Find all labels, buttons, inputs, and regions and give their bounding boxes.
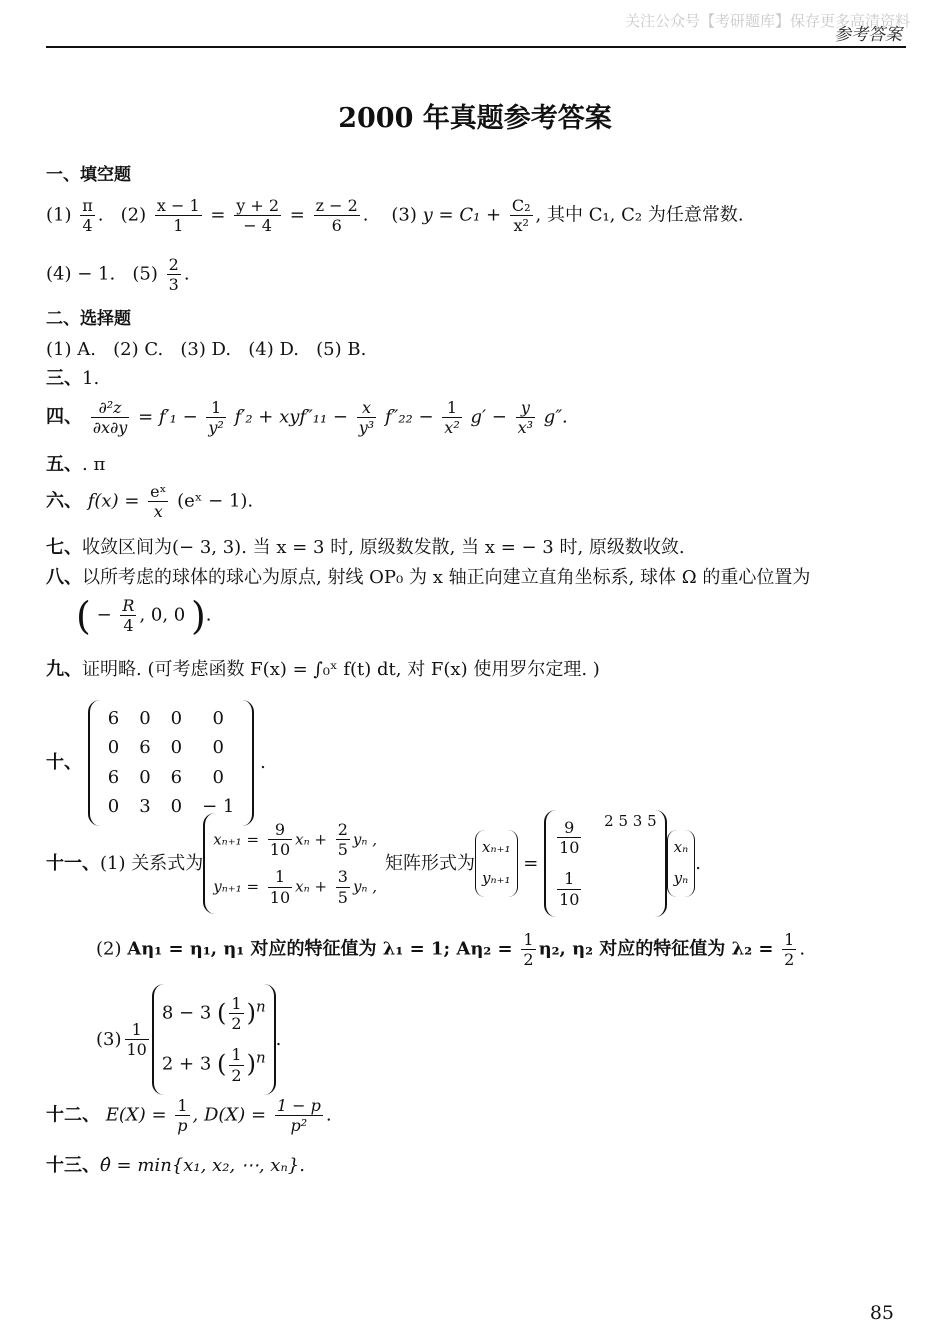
- answer-6: 六、 f(x) = $\frac{\text{eˣ}}{x}$ (eˣ − 1).: [46, 482, 254, 522]
- section-tag: 参考答案: [834, 25, 902, 45]
- fraction: $\frac{9}{10}$: [559, 818, 580, 858]
- fraction: $\frac{\pi}{4}$: [82, 196, 93, 236]
- choice-answers: (1) A. (2) C. (3) D. (4) D. (5) B.: [46, 339, 367, 360]
- fraction: $\frac{2}{3}$: [168, 255, 179, 295]
- fraction: $\frac{1 - p}{\text{p²}}$: [276, 1096, 321, 1136]
- page-title: 2000 年真题参考答案: [338, 103, 612, 134]
- fraction: $\frac{1}{p}$: [177, 1096, 188, 1136]
- fraction: $\frac{1}{10}$: [559, 869, 580, 909]
- fraction: $\frac{z - 2}{6}$: [315, 196, 358, 236]
- equation-system: xₙ₊₁ = $\frac{9}{10}$ xₙ + $\frac{2}{5}$ yₙ , yₙ₊₁ = $\frac{1}{10}$ xₙ + $\frac{3}{5}$ yₙ ,: [203, 813, 385, 914]
- result-vector: 8 − 3 ( $\frac{1}{2}$ )$^n$ 2 + 3 ( $\frac{1}{2}$ )$^n$: [152, 984, 276, 1095]
- answer-11-part-1: 十一、 (1) 关系式为 xₙ₊₁ = $\frac{9}{10}$ xₙ + $\frac{2}{5}$ yₙ , yₙ₊₁ = $\frac{1}{10}$ xₙ + $\frac{3}{5}$ yₙ , 矩阵形式为 xₙ₊₁ yₙ₊₁ = $\frac{9}{10}$ $\frac{1}{10}$ $^{2 5 3 5}$ xₙ yₙ .: [46, 810, 701, 917]
- answer-11-part-2: (2) Aη₁ = η₁, η₁ 对应的特征值为 λ₁ = 1; Aη₂ = $\frac{1}{2}$ η₂, η₂ 对应的特征值为 λ₂ = $\frac{1}{2}$ .: [96, 930, 806, 970]
- vector-rhs: xₙ yₙ: [667, 830, 696, 897]
- watermark: 关注公众号【考研题库】保存更多高清资料: [624, 12, 910, 30]
- answer-4: 四、 $\frac{\text{∂²z}}{\partial x\partial y}$ = f′₁ − $\frac{1}{\text{y²}}$ f′₂ + xyf″₁₁ − $\frac{x}{\text{y³}}$ f″₂₂ − $\frac{1}{\text{x²}}$ g′ − $\frac{y}{\text{x³}}$ g″.: [46, 398, 568, 438]
- fraction: $\frac{\text{eˣ}}{x}$: [150, 482, 167, 522]
- fraction: $\frac{R}{4}$: [122, 596, 135, 636]
- fraction: $\frac{x}{\text{y³}}$: [358, 398, 375, 438]
- fraction: $\frac{1}{2}$: [231, 1045, 242, 1085]
- fraction: $\frac{1}{2}$: [523, 930, 534, 970]
- answer-10: 十、 6 0 0 0 0 6 0 0 6 0 6 0 0 3 0 − 1 .: [46, 700, 266, 826]
- fraction: $\frac{1}{10}$: [269, 867, 291, 907]
- answer-12: 十二、 E(X) = $\frac{1}{p}$ , D(X) = $\frac{1 - p}{\text{p²}}$ .: [46, 1096, 332, 1136]
- fraction: $\frac{y}{\text{x³}}$: [517, 398, 534, 438]
- answer-8-result: ( − $\frac{R}{4}$ , 0, 0 ).: [76, 593, 212, 638]
- page-number: 85: [869, 1302, 894, 1324]
- fraction: $\frac{1}{2}$: [784, 930, 795, 970]
- fill-answers-row-1: (1) $\frac{\pi}{4}$ . (2) $\frac{x - 1}{1}$ = $\frac{y + 2}{- 4}$ = $\frac{z - 2}{6}$ . (3) y = C₁ + $\frac{\text{C₂}}{\text{x²}}$ , 其中 C₁, C₂ 为任意常数.: [46, 196, 744, 236]
- answer-11-part-3: (3) $\frac{1}{10}$ 8 − 3 ( $\frac{1}{2}$ )$^n$ 2 + 3 ( $\frac{1}{2}$ )$^n$ .: [96, 984, 281, 1095]
- fraction: $\frac{1}{\text{y²}}$: [208, 398, 224, 438]
- answer-9: 九、证明略. (可考虑函数 F(x) = ∫₀ˣ f(t) dt, 对 F(x) 使用罗尔定理. ): [46, 659, 600, 680]
- header-rule: [46, 46, 906, 48]
- section-heading-1: 一、填空题: [46, 165, 131, 185]
- fraction: $\frac{x - 1}{1}$: [156, 196, 200, 236]
- fraction: $\frac{2}{5}$: [337, 820, 348, 860]
- fraction: $\frac{y + 2}{- 4}$: [236, 196, 280, 236]
- vector-lhs: xₙ₊₁ yₙ₊₁: [475, 830, 517, 897]
- fraction: $\frac{3}{5}$: [337, 867, 348, 907]
- fraction: $\frac{9}{10}$: [269, 820, 291, 860]
- transition-matrix: $\frac{9}{10}$ $\frac{1}{10}$ $^{2 5 3 5}$: [544, 810, 667, 917]
- fraction: $\frac{\text{C₂}}{\text{x²}}$: [511, 196, 531, 236]
- fraction: $\frac{1}{10}$: [126, 1019, 147, 1059]
- fill-answers-row-2: (4) − 1. (5) $\frac{2}{3}$ .: [46, 255, 190, 295]
- answer-3: 三、1.: [46, 368, 100, 389]
- answer-13: 十三、θ̂ = min{x₁, x₂, ⋯, xₙ}.: [46, 1155, 305, 1176]
- matrix: 6 0 0 0 0 6 0 0 6 0 6 0 0 3 0 − 1: [88, 700, 255, 826]
- answer-5: 五、. π: [46, 454, 106, 475]
- fraction: $\frac{\text{∂²z}}{\partial x\partial y}$: [92, 398, 128, 438]
- section-heading-2: 二、选择题: [46, 309, 131, 329]
- fraction: $\frac{1}{2}$: [231, 994, 242, 1034]
- answer-8: 八、以所考虑的球体的球心为原点, 射线 OP₀ 为 x 轴正向建立直角坐标系, 球体 Ω 的重心位置为: [46, 567, 811, 588]
- fraction: $\frac{1}{\text{x²}}$: [444, 398, 460, 438]
- answer-7: 七、收敛区间为(− 3, 3). 当 x = 3 时, 原级数发散, 当 x = − 3 时, 原级数收敛.: [46, 537, 685, 558]
